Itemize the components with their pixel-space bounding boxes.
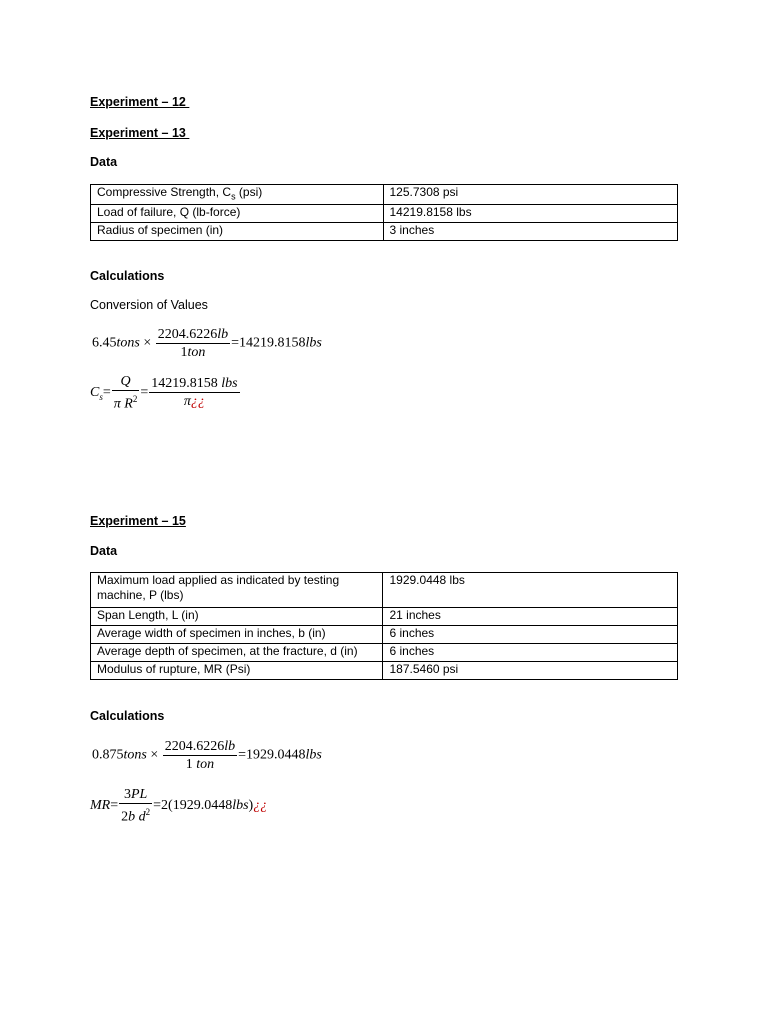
value-cell: 187.5460 psi: [383, 662, 678, 680]
experiment-13-heading: Experiment – 13: [90, 126, 190, 140]
exp15-conversion-equation: 0.875tons × $\frac{2204.6226lb}{\text{1 ton}}$ =1929.0448lbs: [92, 739, 322, 772]
table-row: [91, 608, 678, 626]
param-cell: Maximum load applied as indicated by testing machine, P (lbs): [91, 573, 383, 608]
value-cell: 3 inches: [383, 223, 678, 241]
exp15-data-label: Data: [90, 544, 118, 558]
exp13-conversion-label: Conversion of Values: [90, 298, 208, 312]
table-row: [91, 644, 678, 662]
exp15-data-table: [90, 572, 678, 680]
exp13-data-table: [90, 184, 678, 241]
exp13-conversion-equation: 6.45tons × $\frac{2204.6226lb}{\text{1ton}}$ =14219.8158lbs: [92, 327, 322, 360]
experiment-15-heading: Experiment – 15: [90, 514, 186, 528]
exp15-modulus-equation: MR= $\frac{3PL}{2b d^2}$ =2(1929.0448lbs)¿¿: [90, 787, 268, 825]
exp13-strength-equation: $C_s=$ $\frac{Q}{\pi R^2}$ = $\frac{\text{14219.8158 lbs}}{\pi¿¿}$: [90, 374, 238, 412]
value-cell: 14219.8158 lbs: [383, 205, 678, 223]
param-cell: Radius of specimen (in): [91, 223, 384, 241]
table-row: [91, 223, 678, 241]
param-cell: Average width of specimen in inches, b (in): [91, 626, 383, 644]
param-cell: Load of failure, Q (lb-force): [91, 205, 384, 223]
experiment-12-heading: Experiment – 12: [90, 95, 190, 109]
exp15-calculations-label: Calculations: [90, 709, 165, 723]
param-cell: Compressive Strength, $C_s$ (psi): [91, 185, 384, 205]
exp13-data-label: Data: [90, 155, 118, 169]
param-cell: Modulus of rupture, MR (Psi): [91, 662, 383, 680]
table-row: [91, 626, 678, 644]
param-cell: Average depth of specimen, at the fracture, d (in): [91, 644, 383, 662]
value-cell: 125.7308 psi: [383, 185, 678, 205]
table-row: [91, 573, 678, 608]
table-row: [91, 662, 678, 680]
value-cell: 6 inches: [383, 644, 678, 662]
table-row: [91, 205, 678, 223]
table-row: [91, 185, 678, 205]
param-cell: Span Length, L (in): [91, 608, 383, 626]
value-cell: 21 inches: [383, 608, 678, 626]
value-cell: 1929.0448 lbs: [383, 573, 678, 608]
exp13-calculations-label: Calculations: [90, 269, 165, 283]
value-cell: 6 inches: [383, 626, 678, 644]
